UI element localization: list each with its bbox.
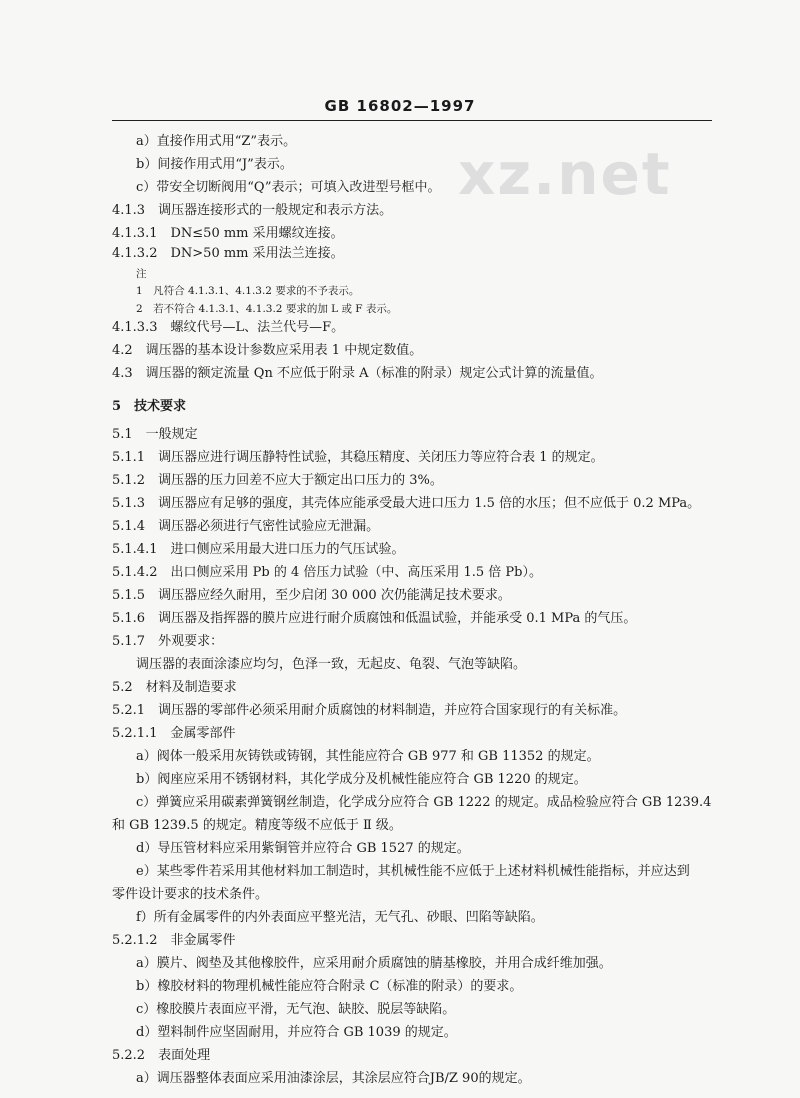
nonmetal-item-a: a）膜片、阀垫及其他橡胶件，应采用耐介质腐蚀的腈基橡胶，并用合成纤维加强。 (136, 956, 612, 971)
clause-5-1-4-1: 5.1.4.1 进口侧应采用最大进口压力的气压试验。 (112, 542, 405, 557)
clause-4-2: 4.2 调压器的基本设计参数应采用表 1 中规定数值。 (112, 343, 423, 358)
metal-item-c-continued: 和 GB 1239.5 的规定。精度等级不应低于 Ⅱ 级。 (112, 818, 402, 833)
clause-5-1-2: 5.1.2 调压器的压力回差不应大于额定出口压力的 3%。 (112, 473, 443, 488)
clause-4-1-3-1: 4.1.3.1 DN≤50 mm 采用螺纹连接。 (112, 226, 344, 241)
note-label: 注 (136, 268, 147, 280)
nonmetal-item-b: b）橡胶材料的物理机械性能应符合附录 C（标准的附录）的要求。 (136, 979, 523, 994)
item-indirect-type: b）间接作用式用“J”表示。 (136, 157, 293, 172)
clause-4-3: 4.3 调压器的额定流量 Qn 不应低于附录 A（标准的附录）规定公式计算的流量值。 (112, 366, 603, 381)
metal-item-d: d）导压管材料应采用紫铜管并应符合 GB 1527 的规定。 (136, 841, 470, 856)
clause-5-1-6: 5.1.6 调压器及指挥器的膜片应进行耐介质腐蚀和低温试验，并能承受 0.1 MPa 的气压。 (112, 611, 637, 626)
item-direct-type: a）直接作用式用“Z”表示。 (136, 134, 297, 149)
clause-5-2: 5.2 材料及制造要求 (112, 680, 237, 695)
metal-item-a: a）阀体一般采用灰铸铁或铸钢，其性能应符合 GB 977 和 GB 11352 的规定。 (136, 749, 600, 764)
metal-item-f: f）所有金属零件的内外表面应平整光洁，无气孔、砂眼、凹陷等缺陷。 (136, 910, 544, 925)
clause-4-1-3-2: 4.1.3.2 DN>50 mm 采用法兰连接。 (112, 246, 344, 261)
section-5-heading: 5 技术要求 (112, 399, 187, 414)
clause-4-1-3: 4.1.3 调压器连接形式的一般规定和表示方法。 (112, 203, 393, 218)
appearance-requirement: 调压器的表面涂漆应均匀，色泽一致，无起皮、龟裂、气泡等缺陷。 (136, 657, 527, 672)
metal-item-e: e）某些零件若采用其他材料加工制造时，其机械性能不应低于上述材料机械性能指标，并应达到 (136, 864, 690, 879)
item-safety-valve: c）带安全切断阀用“Q”表示；可填入改进型号框中。 (136, 180, 441, 195)
nonmetal-item-d: d）塑料制件应坚固耐用，并应符合 GB 1039 的规定。 (136, 1025, 457, 1040)
clause-5-2-1: 5.2.1 调压器的零部件必须采用耐介质腐蚀的材料制造，并应符合国家现行的有关标准。 (112, 703, 627, 718)
clause-5-1-5: 5.1.5 调压器应经久耐用，至少启闭 30 000 次仍能满足技术要求。 (112, 588, 511, 603)
nonmetal-item-c: c）橡胶膜片表面应平滑，无气泡、缺胶、脱层等缺陷。 (136, 1002, 456, 1017)
clause-5-2-2: 5.2.2 表面处理 (112, 1048, 211, 1063)
clause-5-2-1-1: 5.2.1.1 金属零部件 (112, 726, 236, 741)
clause-5-1-7: 5.1.7 外观要求： (112, 634, 224, 649)
clause-4-1-3-3: 4.1.3.3 螺纹代号—L、法兰代号—F。 (112, 320, 345, 335)
watermark: xz.net (458, 140, 672, 208)
clause-5-1-4: 5.1.4 调压器必须进行气密性试验应无泄漏。 (112, 519, 380, 534)
clause-5-2-1-2: 5.2.1.2 非金属零件 (112, 933, 236, 948)
metal-item-c: c）弹簧应采用碳素弹簧钢丝制造，化学成分应符合 GB 1222 的规定。成品检验应符合 GB 1239.4 (136, 795, 712, 810)
note-2: 2 若不符合 4.1.3.1、4.1.3.2 要求的加 L 或 F 表示。 (136, 303, 398, 315)
metal-item-e-continued: 零件设计要求的技术条件。 (112, 887, 269, 902)
header-rule (112, 120, 712, 121)
clause-5-1-4-2: 5.1.4.2 出口侧应采用 Pb 的 4 倍压力试验（中、高压采用 1.5 倍 Pb）。 (112, 565, 542, 580)
surface-item-a: a）调压器整体表面应采用油漆涂层，其涂层应符合JB/Z 90的规定。 (136, 1071, 531, 1086)
clause-5-1: 5.1 一般规定 (112, 427, 198, 442)
clause-5-1-3: 5.1.3 调压器应有足够的强度，其壳体应能承受最大进口压力 1.5 倍的水压；但不应低于 0.2 MPa。 (112, 496, 701, 511)
metal-item-b: b）阀座应采用不锈钢材料，其化学成分及机械性能应符合 GB 1220 的规定。 (136, 772, 587, 787)
clause-5-1-1: 5.1.1 调压器应进行调压静特性试验，其稳压精度、关闭压力等应符合表 1 的规定。 (112, 450, 604, 465)
note-1: 1 凡符合 4.1.3.1、4.1.3.2 要求的不予表示。 (136, 285, 360, 297)
standard-number-header: GB 16802—1997 (324, 97, 476, 115)
